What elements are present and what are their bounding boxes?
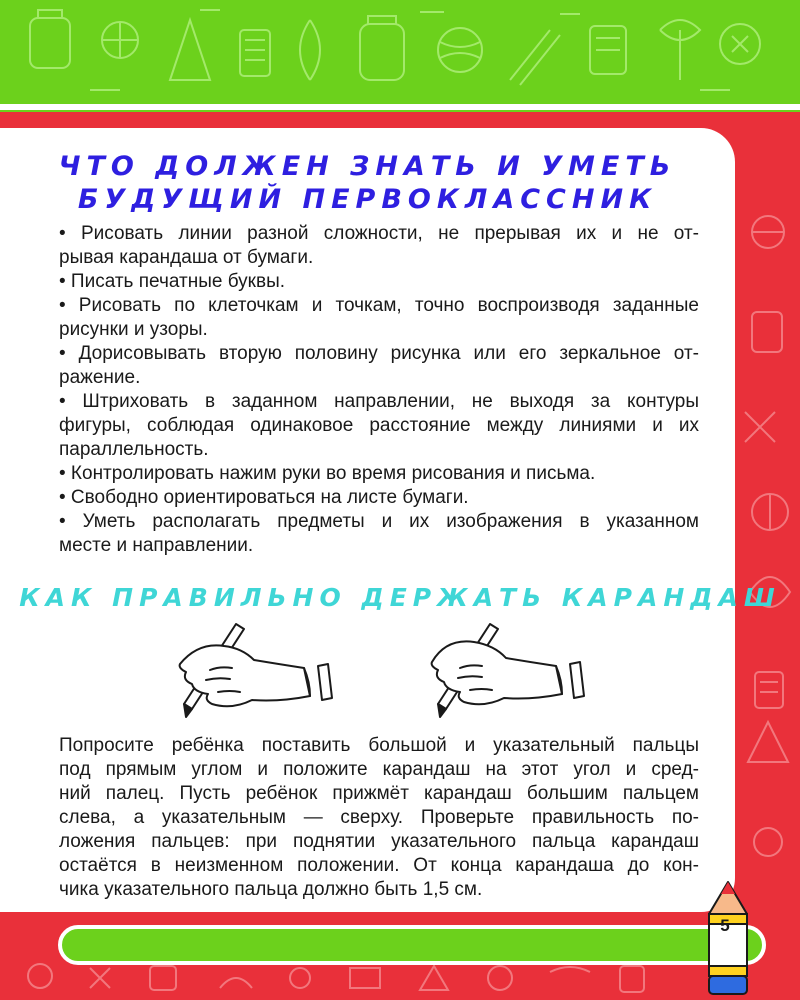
skills-list-item-3-line-2: рисунки и узоры. <box>59 319 208 340</box>
skills-list-item-3-line-1: • Рисовать по клеточкам и точкам, точно воспроизводя заданные <box>59 295 699 316</box>
skills-list-item-1-line-1: • Рисовать линии разной сложности, не прерывая их и не от- <box>59 223 699 244</box>
skills-list-item-1-line-2: рывая карандаша от бумаги. <box>59 247 314 268</box>
instruction-line-1: Попросите ребёнка поставить большой и указательный пальцы <box>59 735 699 756</box>
skills-list-item-4-line-1: • Дорисовывать вторую половину рисунка или его зеркальное от- <box>59 343 699 364</box>
section-subtitle: КАК ПРАВИЛЬНО ДЕРЖАТЬ КАРАНДАШ <box>19 583 781 612</box>
skills-list-item-5-line-2: фигуры, соблюдая одинаковое расстояние между линиями и их <box>59 415 699 436</box>
skills-list-item-6-line-1: • Контролировать нажим руки во время рисования и письма. <box>59 463 596 484</box>
skills-list-item-8-line-2: месте и направлении. <box>59 535 254 556</box>
skills-list-item-8-line-1: • Уметь располагать предметы и их изображения в указанном <box>59 511 699 532</box>
pencil-icon <box>705 880 751 998</box>
page-number: 5 <box>720 916 730 935</box>
instruction-line-5: ложения пальцев: при поднятии указательного пальца карандаш <box>59 831 699 852</box>
page-title-line-2: БУДУЩИЙ ПЕРВОКЛАССНИК <box>77 184 658 215</box>
top-divider-line <box>0 104 800 110</box>
school-doodles-pattern-top <box>0 0 800 104</box>
instruction-line-2: под прямым углом и положите карандаш на этот угол и сред- <box>59 759 699 780</box>
bottom-green-bar <box>58 925 766 965</box>
skills-list-item-5-line-1: • Штриховать в заданном направлении, не выходя за контуры <box>59 391 699 412</box>
instruction-line-3: ний палец. Пусть ребёнок прижмёт карандаш большим пальцем <box>59 783 699 804</box>
skills-list-item-4-line-2: ражение. <box>59 367 141 388</box>
skills-list-item-7-line-1: • Свободно ориентироваться на листе бумаги. <box>59 487 469 508</box>
hand-holding-pencil-illustration <box>170 616 630 726</box>
instruction-line-4: слева, а указательным — сверху. Проверьте правильность по- <box>59 807 699 828</box>
instruction-line-7: чика указательного пальца должно быть 1,5 см. <box>59 879 483 900</box>
page-title-line-1: ЧТО ДОЛЖЕН ЗНАТЬ И УМЕТЬ <box>58 151 677 182</box>
instruction-line-6: остаётся в неизменном положении. От конца карандаша до кон- <box>59 855 699 876</box>
skills-list-item-5-line-3: параллельность. <box>59 439 209 460</box>
skills-list-item-2-line-1: • Писать печатные буквы. <box>59 271 286 292</box>
hand-holding-pencil-icon-1 <box>180 624 332 717</box>
top-decorative-band <box>0 0 800 112</box>
hand-holding-pencil-icon-2 <box>432 624 584 717</box>
